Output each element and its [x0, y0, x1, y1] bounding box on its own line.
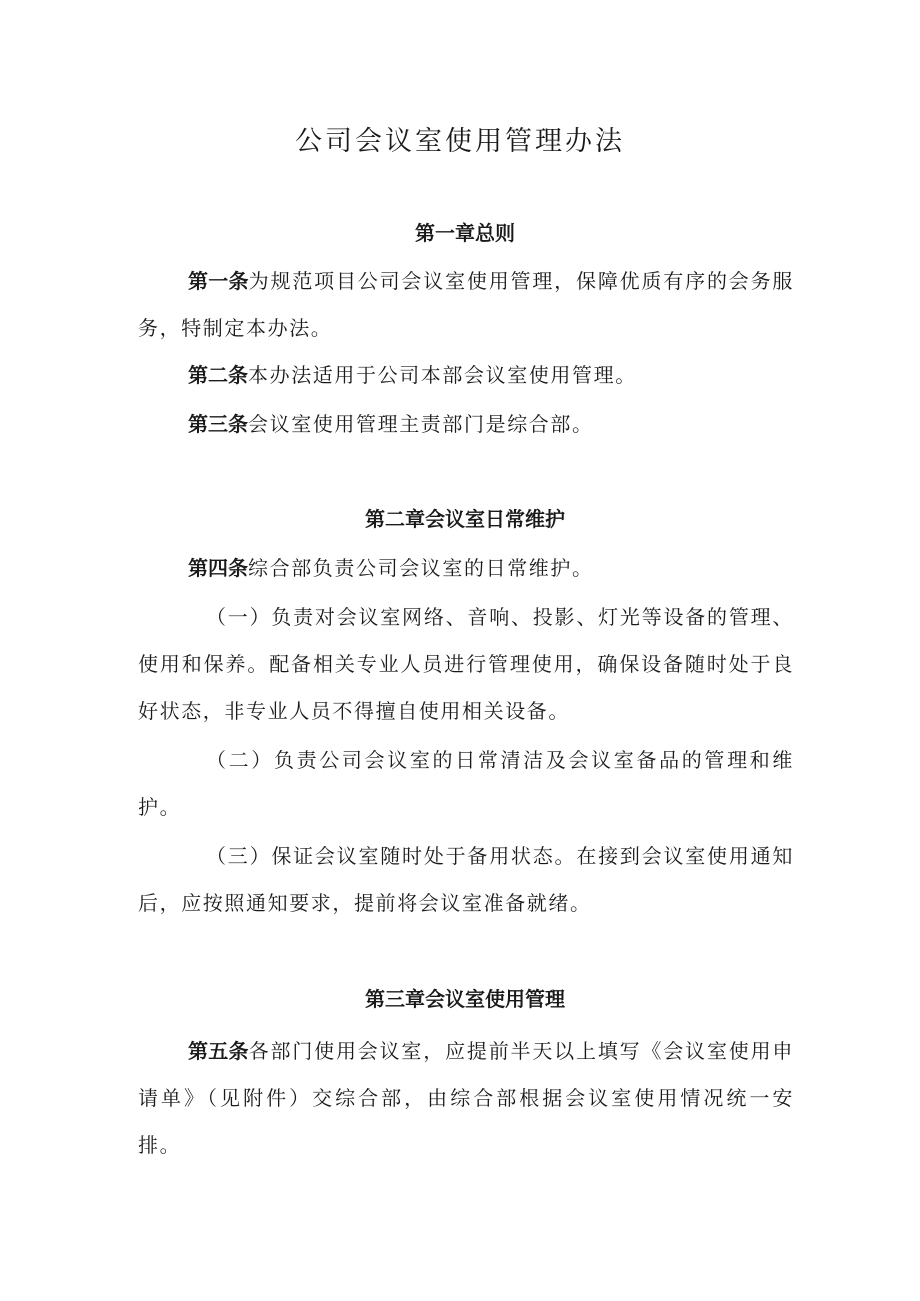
article-5	[138, 1028, 794, 1169]
article-lead: 第一条	[188, 269, 249, 293]
article-lead: 第四条	[188, 556, 248, 580]
article-text: 本办法适用于公司本部会议室使用管理。	[248, 363, 637, 387]
chapter-heading-3: 第三章会议室使用管理	[365, 987, 565, 1011]
article-4	[138, 545, 794, 592]
article-lead: 第三条	[188, 412, 248, 436]
list-item-3: （三）保证会议室随时处于备用状态。在接到会议室使用通知后，应按照通知要求，提前将会议室准备就绪。	[138, 844, 794, 915]
chapter-heading-2: 第二章会议室日常维护	[365, 507, 565, 531]
article-text: 为规范项目公司会议室使用管理，保障优质有序的会务服务，特制定本办法。	[138, 269, 795, 340]
document-title: 公司会议室使用管理办法	[295, 126, 625, 157]
article-text: 综合部负责公司会议室的日常维护。	[248, 556, 594, 580]
article-lead: 第二条	[188, 363, 248, 387]
article-text: 会议室使用管理主责部门是综合部。	[248, 412, 594, 436]
list-item-1: （一）负责对会议室网络、音响、投影、灯光等设备的管理、使用和保养。配备相关专业人员进行管理使用，确保设备随时处于良好状态，非专业人员不得擅自使用相关设备。	[138, 605, 794, 723]
list-item-2: （二）负责公司会议室的日常清洁及会议室备品的管理和维护。	[138, 748, 794, 819]
article-3	[138, 401, 794, 448]
article-lead: 第五条	[188, 1039, 249, 1063]
article-text: 各部门使用会议室，应提前半天以上填写《会议室使用申请单》（见附件）交综合部，由综合部根据会议室使用情况统一安排。	[138, 1039, 795, 1157]
article-2	[138, 352, 794, 399]
chapter-heading-1: 第一章总则	[415, 221, 515, 245]
article-1	[138, 258, 794, 352]
